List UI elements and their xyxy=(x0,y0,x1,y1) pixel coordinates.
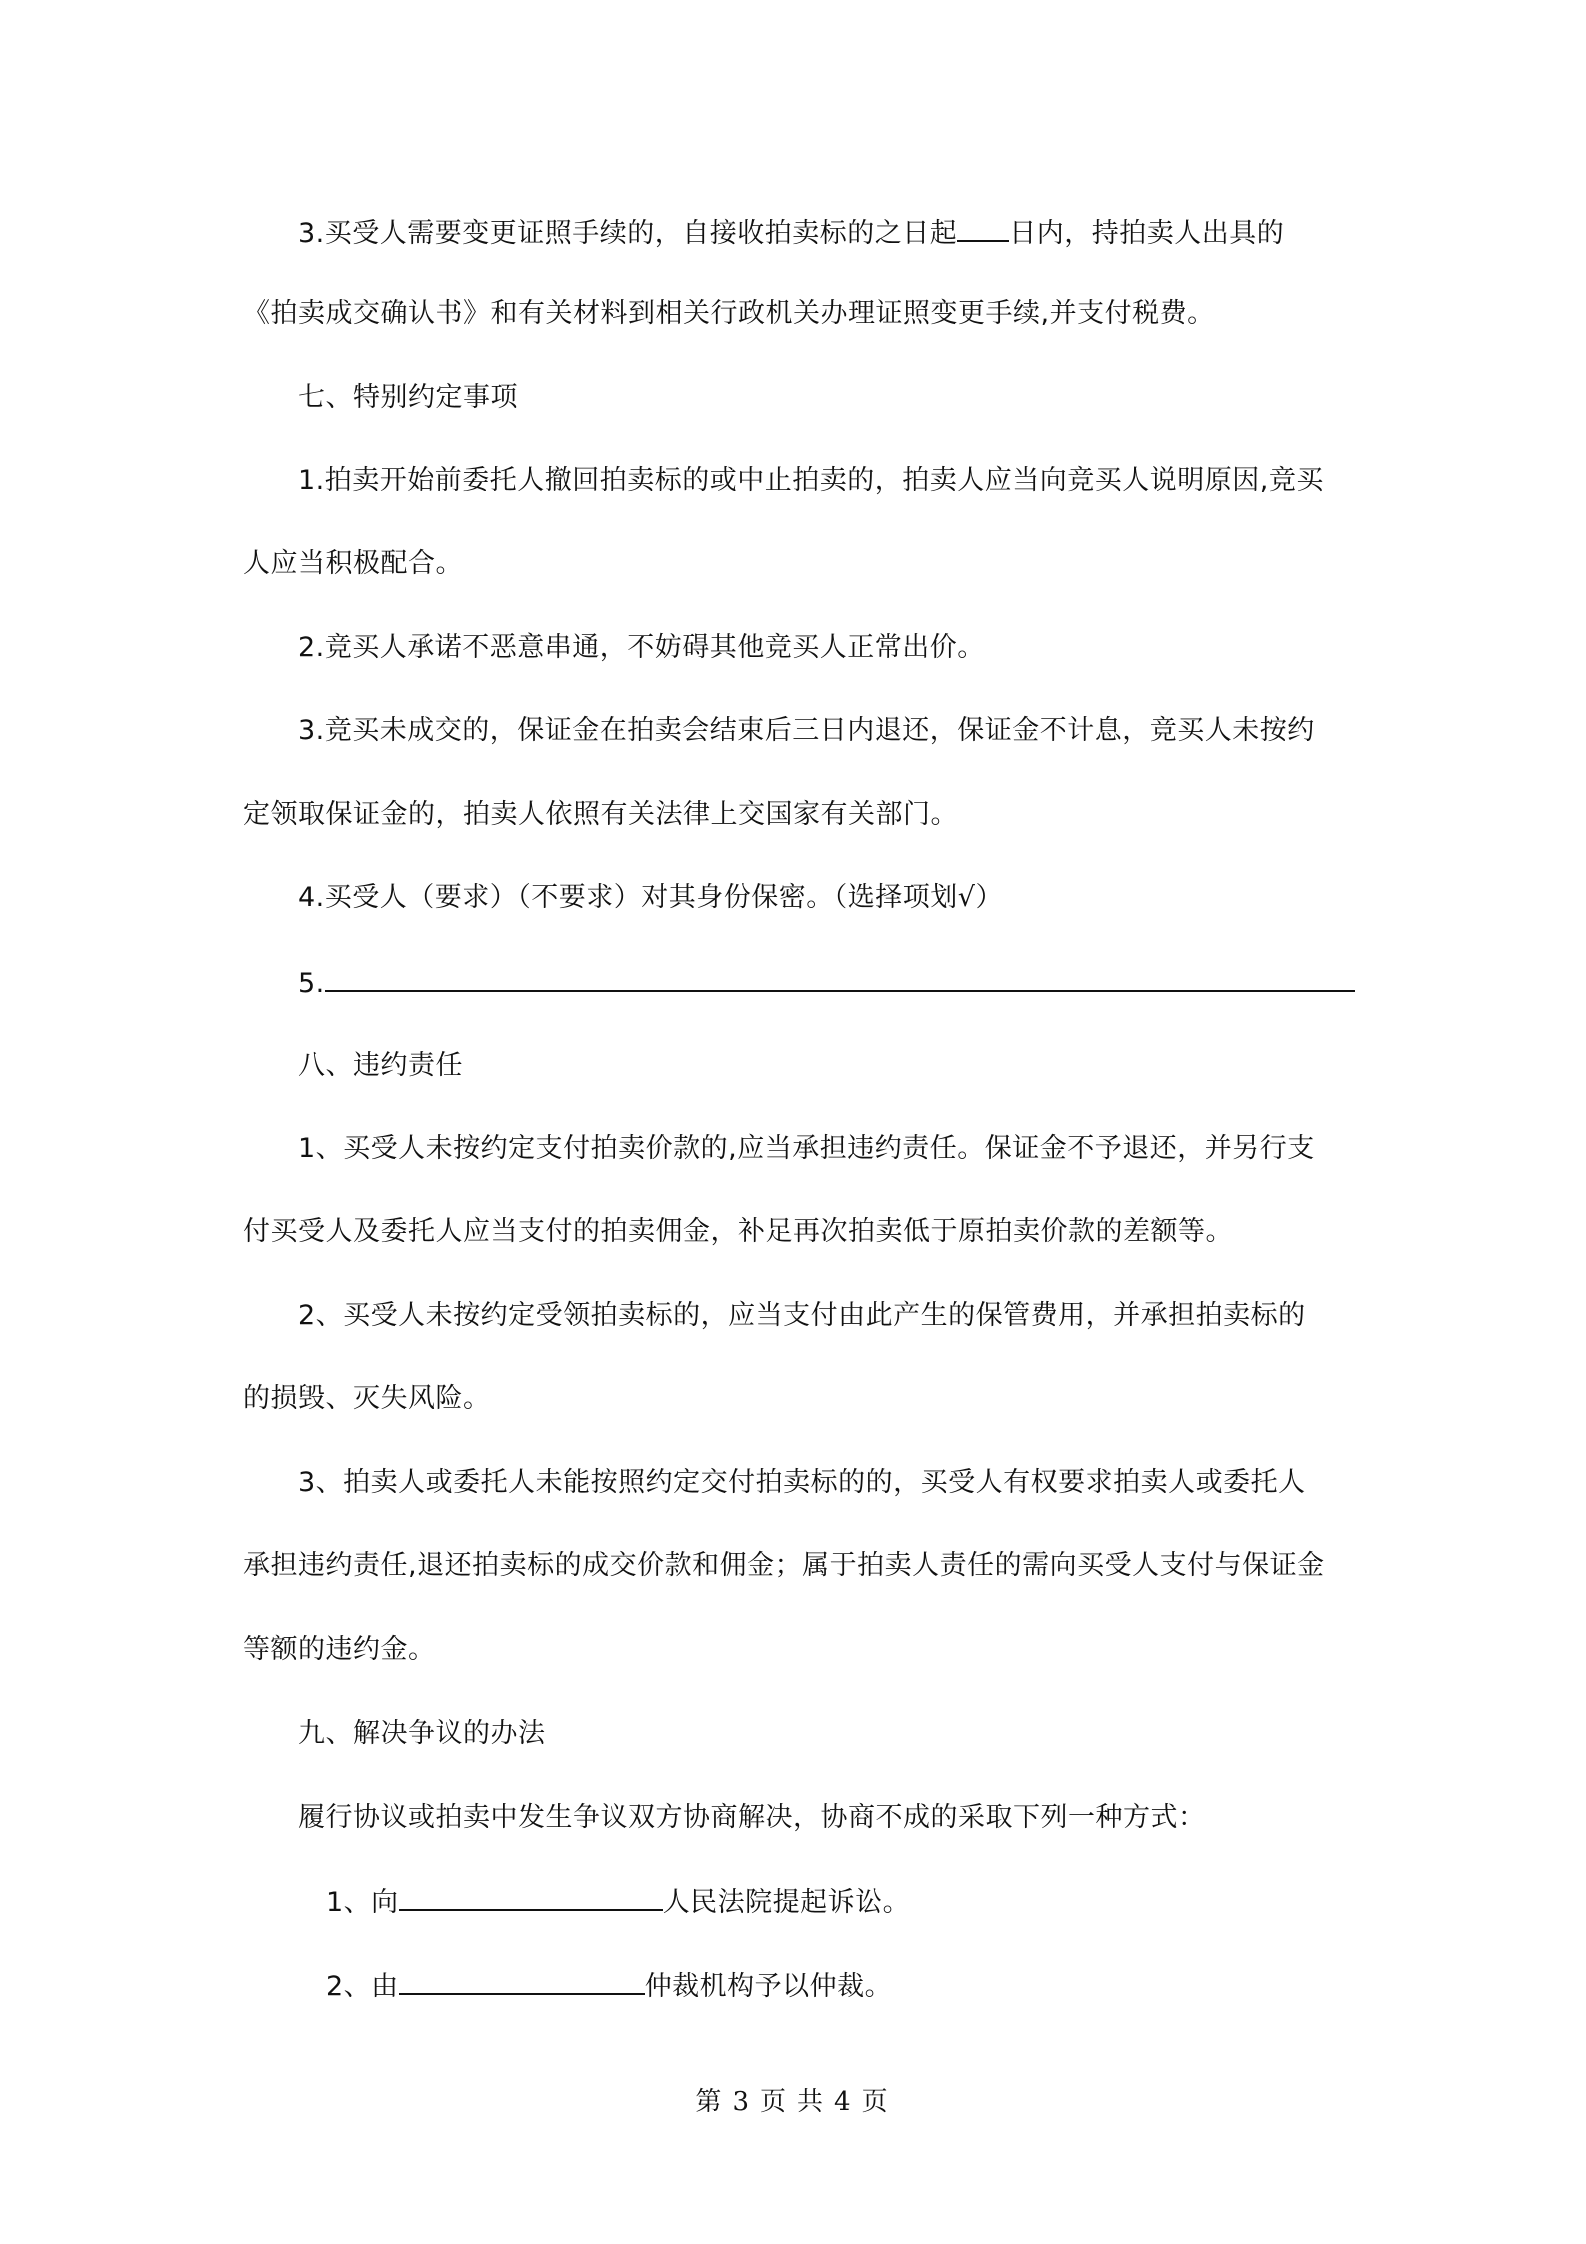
s9-option1 xyxy=(326,1883,910,1921)
arbitration-blank[interactable] xyxy=(399,1967,645,1995)
s9-option2-prefix: 2、由 xyxy=(326,1971,399,2002)
s6-item3-line2: 《拍卖成交确认书》和有关材料到相关行政机关办理证照变更手续,并支付税费。 xyxy=(243,298,1215,329)
section9-heading: 九、解决争议的办法 xyxy=(298,1718,546,1749)
s9-option2-suffix: 仲裁机构予以仲裁。 xyxy=(644,1971,893,2002)
s9-option1-suffix: 人民法院提起诉讼。 xyxy=(662,1887,911,1918)
s7-item1-line1: 1.拍卖开始前委托人撤回拍卖标的或中止拍卖的，拍卖人应当向竞买人说明原因,竞买 xyxy=(298,465,1324,496)
s8-item3-line3: 等额的违约金。 xyxy=(243,1634,436,1665)
s7-item5-number: 5. xyxy=(298,968,325,999)
footer-word-ye-2: 页 xyxy=(861,2087,891,2117)
section8-heading: 八、违约责任 xyxy=(298,1050,463,1081)
s9-option2 xyxy=(326,1967,892,2005)
current-page-number: 3 xyxy=(732,2087,752,2117)
s8-item3-line2: 承担违约责任,退还拍卖标的成交价款和佣金；属于拍卖人责任的需向买受人支付与保证金 xyxy=(243,1550,1325,1581)
s6-item3-line1 xyxy=(298,214,1284,252)
s7-item1-line2: 人应当积极配合。 xyxy=(243,548,463,579)
s7-item4: 4.买受人（要求）（不要求）对其身份保密。（选择项划√） xyxy=(298,882,1003,913)
footer-word-di: 第 xyxy=(695,2087,725,2117)
s8-item1-line1: 1、买受人未按约定支付拍卖价款的,应当承担违约责任。保证金不予退还，并另行支 xyxy=(298,1133,1315,1164)
s9-intro: 履行协议或拍卖中发生争议双方协商解决，协商不成的采取下列一种方式： xyxy=(298,1802,1206,1833)
s8-item2-line2: 的损毁、灭失风险。 xyxy=(243,1383,491,1414)
s6-item3-text-a: 3.买受人需要变更证照手续的，自接收拍卖标的之日起 xyxy=(298,218,958,249)
s7-item3-line1: 3.竞买未成交的，保证金在拍卖会结束后三日内退还，保证金不计息，竞买人未按约 xyxy=(298,715,1315,746)
page-footer xyxy=(0,2085,1586,2119)
s6-item3-text-b: 日内，持拍卖人出具的 xyxy=(1009,218,1285,249)
total-page-number: 4 xyxy=(834,2087,854,2117)
days-blank[interactable] xyxy=(957,214,1009,242)
footer-word-gong: 共 xyxy=(797,2087,827,2117)
footer-word-ye: 页 xyxy=(759,2087,789,2117)
section7-heading: 七、特别约定事项 xyxy=(298,382,518,413)
item5-blank[interactable] xyxy=(325,964,1355,992)
s8-item2-line1: 2、买受人未按约定受领拍卖标的，应当支付由此产生的保管费用，并承担拍卖标的 xyxy=(298,1300,1306,1331)
s7-item5 xyxy=(298,964,1355,1002)
s8-item3-line1: 3、拍卖人或委托人未能按照约定交付拍卖标的的，买受人有权要求拍卖人或委托人 xyxy=(298,1467,1306,1498)
s9-option1-prefix: 1、向 xyxy=(326,1887,399,1918)
s8-item1-line2: 付买受人及委托人应当支付的拍卖佣金，补足再次拍卖低于原拍卖价款的差额等。 xyxy=(243,1216,1233,1247)
court-blank[interactable] xyxy=(399,1883,663,1911)
s7-item3-line2: 定领取保证金的，拍卖人依照有关法律上交国家有关部门。 xyxy=(243,799,958,830)
s7-item2: 2.竞买人承诺不恶意串通，不妨碍其他竞买人正常出价。 xyxy=(298,632,985,663)
